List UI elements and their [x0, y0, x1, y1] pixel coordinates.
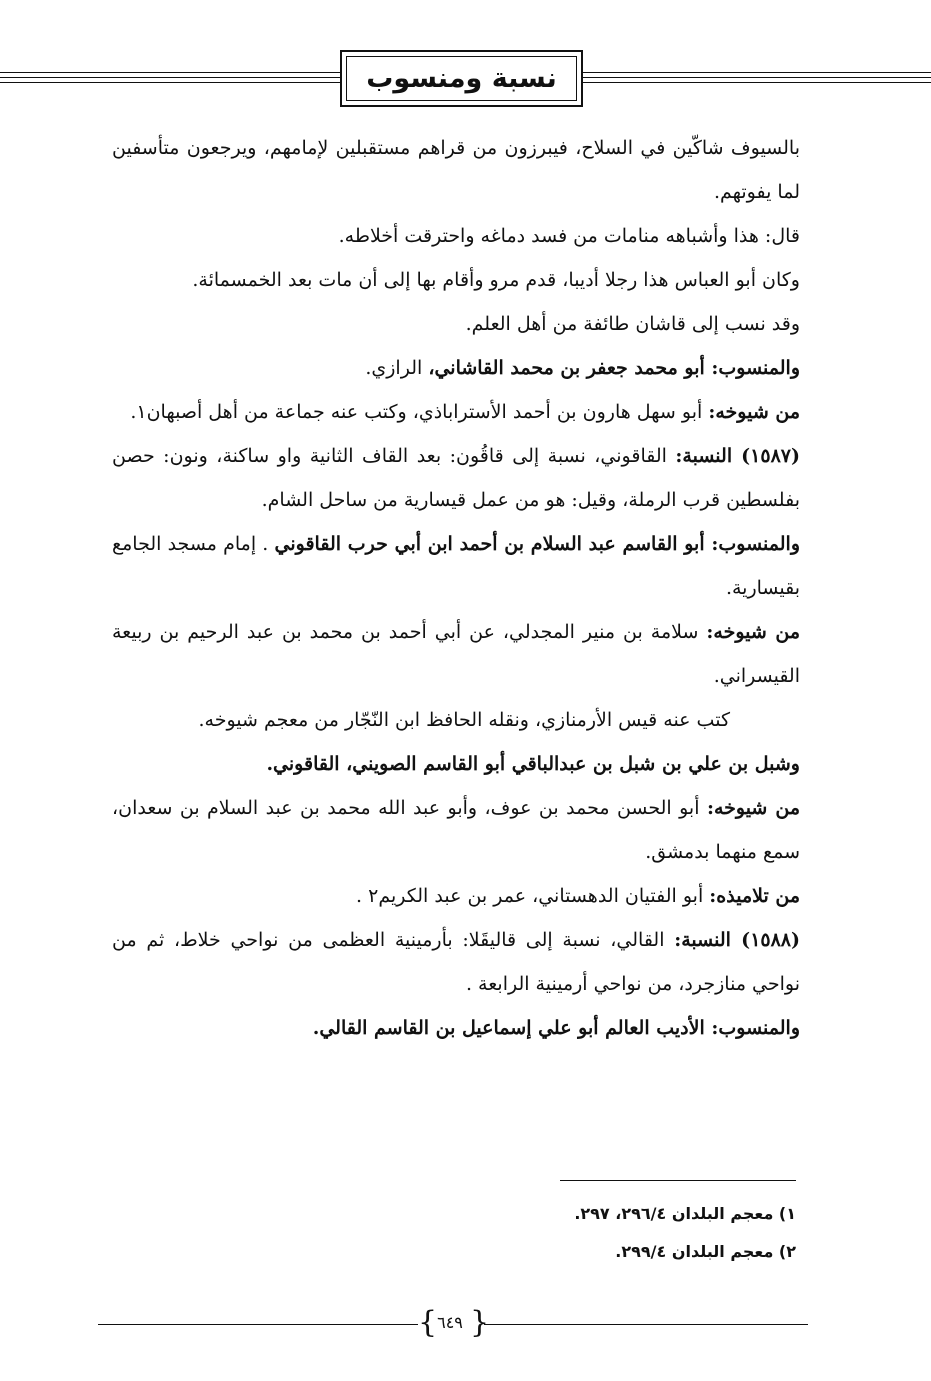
- paragraph: وشبل بن علي بن شبل بن عبدالباقي أبو القاسم الصويني، القاقوني.: [266, 753, 800, 775]
- paragraph: [112, 874, 800, 918]
- paragraph: والمنسوب: الأديب العالم أبو علي إسماعيل بن القاسم القالي.: [312, 1017, 800, 1039]
- paragraph: قال: هذا وأشباهه منامات من فسد دماغه واحترقت أخلاطه.: [338, 225, 800, 247]
- entry-text: الرازي.: [365, 357, 429, 379]
- entry-text: أبو الفتيان الدهستاني، عمر بن عبد الكريم٢ .: [356, 885, 710, 907]
- entry-label: (١٥٨٨) النسبة:: [674, 929, 801, 951]
- header-rule-right: [583, 72, 931, 86]
- footnote: ١) معجم البلدان ٢٩٦/٤، ٢٩٧.: [574, 1204, 796, 1223]
- page-title: نسبة ومنسوب: [366, 63, 557, 94]
- entry-label: والمنسوب: أبو القاسم عبد السلام بن أحمد ابن أبي حرب القاقوني: [274, 533, 801, 555]
- entry-text: أبو الحسن محمد بن عوف، وأبو عبد الله محمد بن عبد السلام بن سعدان، سمع منهما بدمشق.: [112, 797, 800, 863]
- entry-label: من تلاميذه:: [709, 885, 800, 907]
- paragraph: بالسيوف شاكّين في السلاح، فيبرزون من قراهم مستقبلين لإمامهم، ويرجعون متأسفين لما يفوتهم.: [112, 137, 800, 203]
- entry-label: من شيوخه:: [706, 621, 801, 643]
- header-title-frame: [340, 50, 583, 107]
- paragraph: [112, 346, 800, 390]
- page-number-rule-left: [98, 1324, 418, 1325]
- paragraph: [112, 522, 800, 610]
- entry-label: من شيوخه:: [708, 401, 800, 423]
- page-number: ٦٤٩: [437, 1313, 463, 1332]
- paragraph: [112, 918, 800, 1006]
- header-rule-left: [0, 72, 340, 86]
- paragraph: [112, 434, 800, 522]
- entry-text: القاقوني، نسبة إلى قاقُون: بعد القاف الثانية واو ساكنة، ونون: حصن بفلسطين قرب الرملة، وقيل: هو من عمل قيسارية من ساحل الشام.: [112, 445, 800, 511]
- entry-text: أبو سهل هارون بن أحمد الأستراباذي، وكتب عنه جماعة من أهل أصبهان١.: [130, 401, 709, 423]
- paragraph: وقد نسب إلى قاشان طائفة من أهل العلم.: [465, 313, 800, 335]
- entry-text: القالي، نسبة إلى قاليقَلا: بأرمينية العظمى من نواحي خلاط، ثم من نواحي منازجرد، من نواحي أرمينية الرابعة .: [112, 929, 800, 995]
- paragraph: [112, 786, 800, 874]
- entry-label: والمنسوب: أبو محمد جعفر بن محمد القاشاني،: [428, 357, 800, 379]
- entry-label: (١٥٨٧) النسبة:: [675, 445, 800, 467]
- main-text: [112, 126, 800, 1050]
- page-number-bracket-open: {: [418, 1305, 438, 1340]
- page-number-bracket-close: }: [470, 1305, 490, 1340]
- entry-text: سلامة بن منير المجدلي، عن أبي أحمد بن محمد بن عبد الرحيم بن ربيعة القيسراني.: [112, 621, 800, 687]
- paragraph: وكان أبو العباس هذا رجلا أديبا، قدم مرو وأقام بها إلى أن مات بعد الخمسمائة.: [192, 269, 800, 291]
- footnote: ٢) معجم البلدان ٢٩٩/٤.: [615, 1242, 796, 1261]
- paragraph: [112, 390, 800, 434]
- paragraph: [112, 610, 800, 698]
- entry-text: . إمام مسجد الجامع بقيسارية.: [112, 533, 800, 599]
- paragraph: كتب عنه قيس الأرمنازي، ونقله الحافظ ابن النّجّار من معجم شيوخه.: [198, 709, 730, 731]
- page-number-rule-right: [484, 1324, 808, 1325]
- entry-label: من شيوخه:: [706, 797, 800, 819]
- footnote-divider: [560, 1180, 796, 1181]
- footnotes: [440, 1195, 796, 1271]
